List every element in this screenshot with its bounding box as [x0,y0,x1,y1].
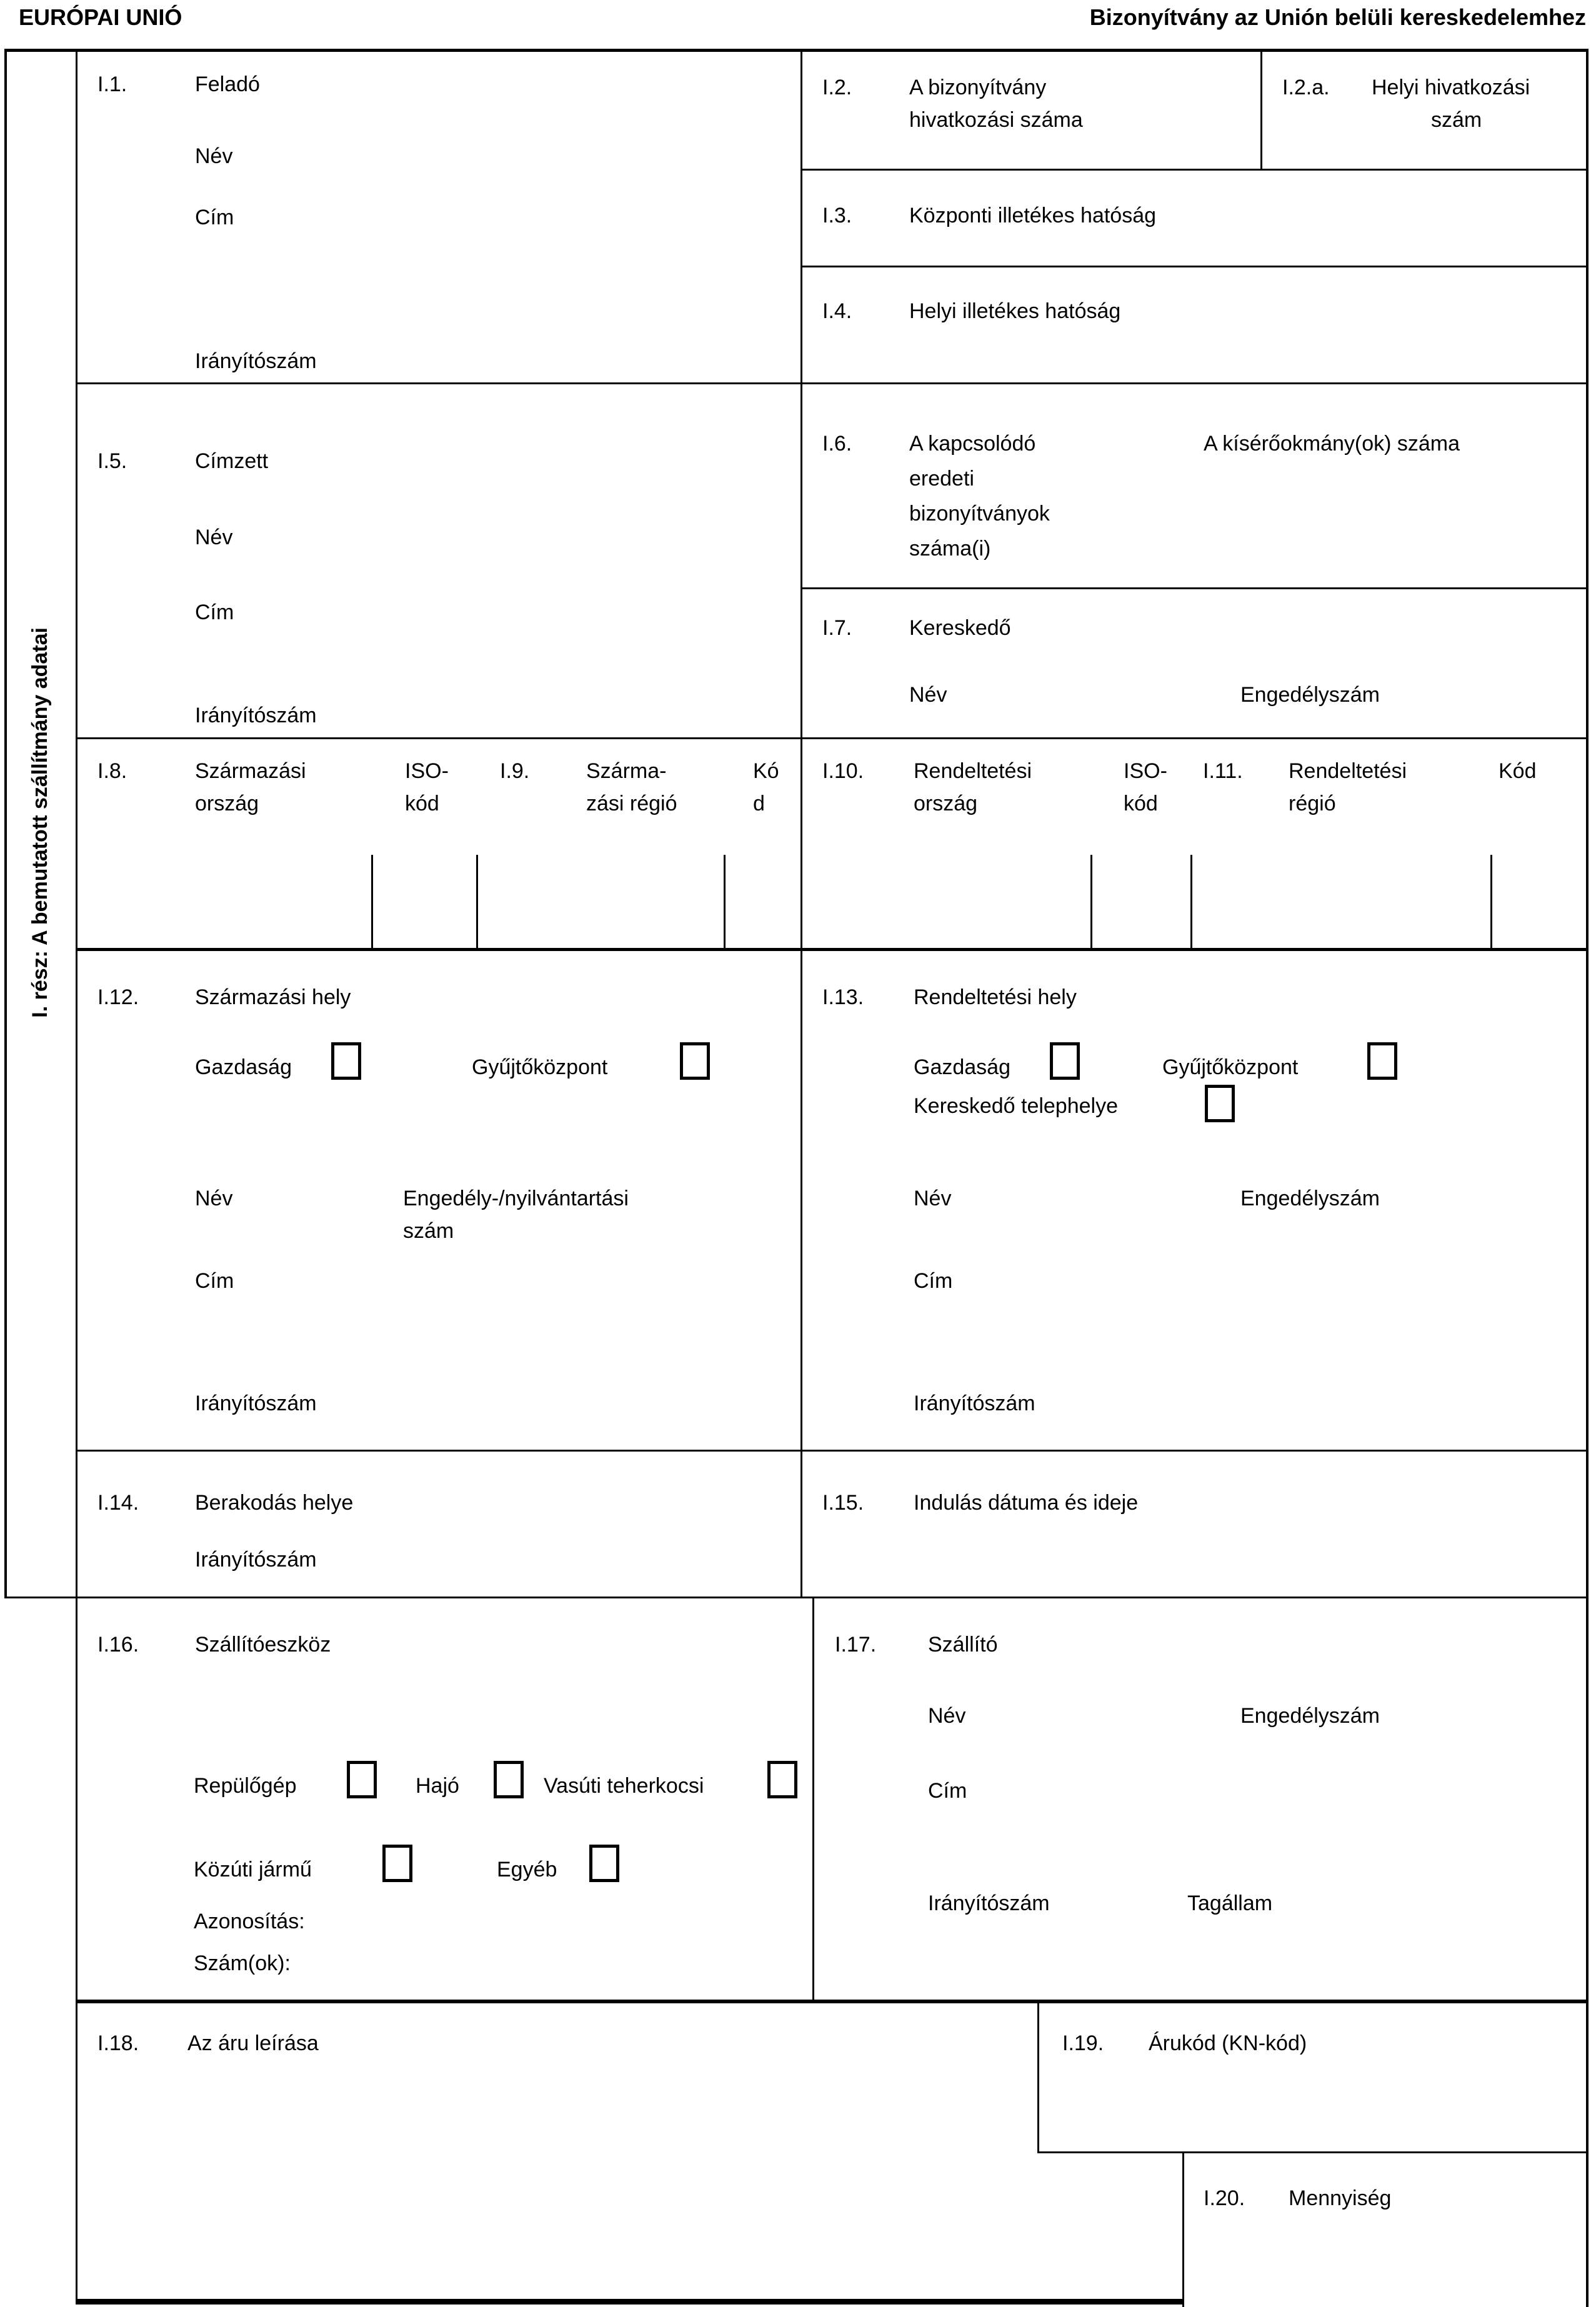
box-i10-title-line1: Rendeltetési [914,759,1032,783]
box-i8-number: I.8. [97,759,127,783]
line-row3-bottom [76,948,1588,951]
label-i13-gazdasag: Gazdaság [914,1055,1010,1079]
line-row6-divider [812,1597,814,2000]
box-i2-number: I.2. [822,76,852,99]
box-i11-title-line2: régió [1289,792,1336,815]
box-i15-number: I.15. [822,1491,864,1515]
label-i16-hajo: Hajó [416,1774,459,1798]
label-i5-nev: Név [195,526,233,549]
label-i5-cim: Cím [195,600,234,624]
label-i1-cim: Cím [195,206,234,229]
label-i16-vasuti-teherkocsi: Vasúti teherkocsi [544,1774,704,1798]
box-i17-number: I.17. [835,1633,877,1657]
form-title: Bizonyítvány az Unión belüli kereskedelemhez [1089,4,1586,30]
line-i11-subdivider [1490,855,1492,950]
box-i18-title: Az áru leírása [187,2031,319,2055]
label-i6-accompanying-docs: A kísérőokmány(ok) száma [1204,432,1460,456]
label-i8-iso-line1: ISO- [405,759,449,783]
box-i20-title: Mennyiség [1289,2186,1392,2210]
label-i7-nev: Név [909,683,947,707]
label-i16-azonositas: Azonosítás: [194,1910,305,1933]
box-i2-title-line2: hivatkozási száma [909,108,1083,132]
label-i16-egyeb: Egyéb [497,1858,557,1881]
label-i17-tagallam: Tagállam [1187,1891,1273,1915]
label-i8-iso-line2: kód [405,792,439,815]
label-i11-kod: Kód [1499,759,1537,783]
box-i16-title: Szállítóeszköz [195,1633,331,1657]
label-i13-cim: Cím [914,1269,953,1293]
box-i7-title: Kereskedő [909,616,1011,640]
sidebar-part1 [4,49,76,1597]
line-i20-left [1182,2151,1184,2307]
checkbox-i16-kozuti-jarmu[interactable] [382,1845,412,1882]
box-i10-title-line2: ország [914,792,978,815]
line-i2a-divider [1260,49,1262,169]
box-i3-title: Központi illetékes hatóság [909,204,1157,227]
line-row4-bottom [76,1450,1588,1452]
box-i12-number: I.12. [97,985,139,1009]
box-i17-title: Szállító [928,1633,998,1657]
label-i7-engedelyszam: Engedélyszám [1240,683,1380,707]
label-i10-iso-line2: kód [1124,792,1158,815]
box-i1-number: I.1. [97,72,127,96]
box-i8-title-line2: ország [195,792,259,815]
label-i17-engedelyszam: Engedélyszám [1240,1704,1380,1728]
label-i1-iranyitoszam: Irányítószám [195,349,317,373]
label-i12-gazdasag: Gazdaság [195,1055,292,1079]
line-i10-subdivider-2 [1190,855,1192,950]
label-i13-nev: Név [914,1187,952,1210]
box-i6-title-line3: bizonyítványok [909,502,1050,526]
checkbox-i13-gyujtokozpont[interactable] [1367,1042,1397,1080]
box-i12-title: Származási hely [195,985,351,1009]
label-i12-engedely-line1: Engedély-/nyilvántartási [403,1187,629,1210]
line-page-bottom-bold [76,2299,1182,2305]
line-i2-bottom [800,169,1588,171]
label-i12-iranyitoszam: Irányítószám [195,1392,317,1415]
box-i5-number: I.5. [97,449,127,473]
box-i2a-number: I.2.a. [1282,76,1330,99]
label-i12-engedely-line2: szám [403,1219,454,1243]
box-i14-number: I.14. [97,1491,139,1515]
checkbox-i16-repulogep[interactable] [347,1761,377,1798]
checkbox-i13-gazdasag[interactable] [1050,1042,1080,1080]
line-sidebar-right [76,49,77,2305]
label-i12-cim: Cím [195,1269,234,1293]
box-i16-number: I.16. [97,1633,139,1657]
box-i19-number: I.19. [1062,2031,1104,2055]
label-i13-gyujtokozpont: Gyűjtőközpont [1162,1055,1299,1079]
line-i10-subdivider-1 [1090,855,1092,950]
box-i2a-title-line1: Helyi hivatkozási [1372,76,1530,99]
label-i9-kod-line1: Kó [753,759,779,783]
line-outer-right [1586,49,1589,2307]
label-i13-kereskedo-telephelye: Kereskedő telephelye [914,1094,1119,1118]
line-main-divider [800,49,802,1597]
box-i6-title-line2: eredeti [909,467,974,491]
box-i6-title-line4: száma(i) [909,537,991,561]
box-i20-number: I.20. [1204,2186,1245,2210]
box-i1-title: Feladó [195,72,260,96]
box-i9-title-line1: Szárma- [586,759,667,783]
box-i18-number: I.18. [97,2031,139,2055]
label-i16-repulogep: Repülőgép [194,1774,297,1798]
label-i10-iso-line1: ISO- [1124,759,1167,783]
label-i9-kod-line2: d [753,792,765,815]
checkbox-i16-vasuti-teherkocsi[interactable] [767,1761,797,1798]
label-i17-nev: Név [928,1704,966,1728]
box-i7-number: I.7. [822,616,852,640]
checkbox-i12-gazdasag[interactable] [331,1042,361,1080]
line-row5-bottom [4,1597,1588,1598]
label-i16-kozuti-jarmu: Közúti jármű [194,1858,312,1881]
label-i13-engedelyszam: Engedélyszám [1240,1187,1380,1210]
box-i2a-title-line2: szám [1431,108,1482,132]
box-i11-number: I.11. [1203,759,1243,783]
label-i17-cim: Cím [928,1779,967,1803]
box-i10-number: I.10. [822,759,864,783]
checkbox-i16-hajo[interactable] [494,1761,524,1798]
line-i9-subdivider [724,855,726,950]
label-i1-nev: Név [195,144,233,168]
line-i3-bottom [800,266,1588,267]
box-i9-number: I.9. [500,759,530,783]
box-i2-title-line1: A bizonyítvány [909,76,1047,99]
label-i17-iranyitoszam: Irányítószám [928,1891,1050,1915]
box-i15-title: Indulás dátuma és ideje [914,1491,1139,1515]
box-i9-title-line2: zási régió [586,792,677,815]
box-i4-number: I.4. [822,299,852,323]
label-i12-gyujtokozpont: Gyűjtőközpont [472,1055,608,1079]
sidebar-part1-label: I. rész: A bemutatott szállítmány adatai [27,627,52,1018]
line-row2-bottom [76,737,1588,739]
line-i19-left [1037,2000,1039,2151]
checkbox-i13-kereskedo-telephelye[interactable] [1205,1085,1235,1122]
line-row6-bottom [76,2000,1588,2003]
line-i8-subdivider-2 [476,855,478,950]
box-i13-title: Rendeltetési hely [914,985,1077,1009]
box-i19-title: Árukód (KN-kód) [1149,2031,1307,2055]
label-i12-nev: Név [195,1187,233,1210]
box-i6-number: I.6. [822,432,852,456]
line-outer-left [4,49,7,1598]
box-i4-title: Helyi illetékes hatóság [909,299,1121,323]
line-i6-bottom [800,587,1588,589]
box-i6-title-line1: A kapcsolódó [909,432,1036,456]
label-i16-szamok: Szám(ok): [194,1951,291,1975]
box-i14-title: Berakodás helye [195,1491,354,1515]
box-i3-number: I.3. [822,204,852,227]
checkbox-i16-egyeb[interactable] [589,1845,619,1882]
eu-header-label: EURÓPAI UNIÓ [19,4,182,30]
line-i8-subdivider-1 [371,855,373,950]
box-i13-number: I.13. [822,985,864,1009]
label-i13-iranyitoszam: Irányítószám [914,1392,1035,1415]
box-i5-title: Címzett [195,449,269,473]
label-i5-iranyitoszam: Irányítószám [195,704,317,727]
line-row1-bottom [76,382,1588,384]
label-i14-iranyitoszam: Irányítószám [195,1548,317,1572]
line-i19-bottom [1037,2151,1588,2153]
line-table-top [4,49,1588,52]
box-i8-title-line1: Származási [195,759,306,783]
checkbox-i12-gyujtokozpont[interactable] [680,1042,710,1080]
box-i11-title-line1: Rendeltetési [1289,759,1407,783]
